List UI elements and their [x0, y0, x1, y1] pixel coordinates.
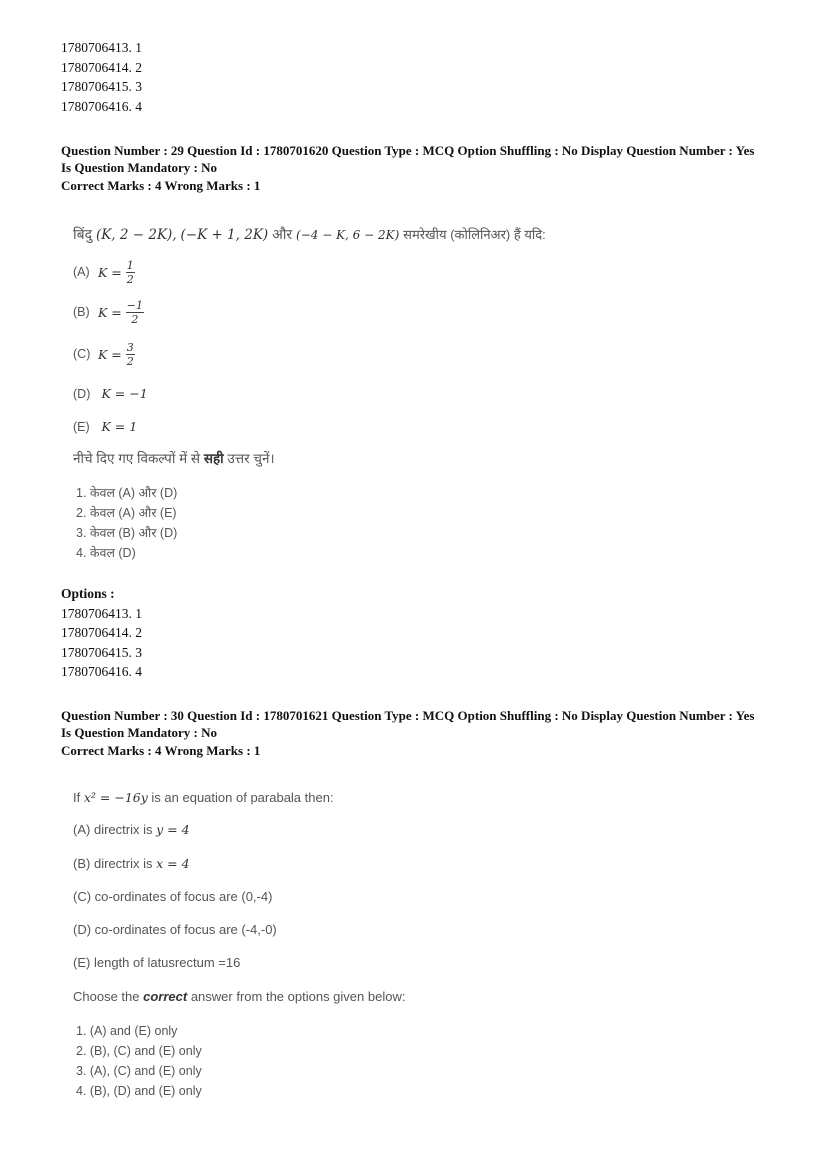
option-id: 1780706413. — [61, 40, 132, 55]
option-id: 1780706416. — [61, 98, 132, 114]
option-text: co-ordinates of focus are (-4,-0) — [94, 922, 277, 937]
option-row — [61, 643, 142, 663]
q29-header — [61, 143, 754, 195]
q30-option-c — [73, 887, 272, 907]
q29-point-1: (K, 2 − 2K), — [95, 227, 177, 243]
q30-marks: Correct Marks : 4 Wrong Marks : 1 — [61, 743, 261, 758]
q29-stem-suffix: समरेखीय (कोलिनिअर) हैं यदि: — [403, 227, 546, 242]
fraction — [126, 259, 135, 286]
option-text: length of latusrectum =16 — [93, 955, 241, 970]
q30-header-line2: Is Question Mandatory : No — [61, 724, 218, 740]
option-label: (B) — [73, 305, 90, 319]
option-lhs: K = — [98, 304, 122, 320]
option-row — [61, 623, 142, 643]
option-label: (C) — [73, 889, 92, 904]
option-label: (D) — [73, 922, 92, 937]
answer-choice: 2. (B), (C) and (E) only — [76, 1044, 202, 1058]
q30-stem-text: is an equation of parabala then: — [151, 790, 334, 805]
option-number: 3 — [135, 644, 142, 660]
answer-choice: 1. (A) and (E) only — [76, 1024, 178, 1038]
answer-choice: 3. (A), (C) and (E) only — [76, 1064, 202, 1078]
option-expression: K = −1 — [101, 386, 148, 401]
option-label: (D) — [73, 387, 91, 401]
option-row — [61, 604, 142, 624]
q30-stem-text: If — [73, 790, 81, 805]
previous-options-list — [61, 38, 142, 116]
option-number: 4 — [135, 664, 142, 679]
q30-instruction — [73, 987, 405, 1007]
q30-choices — [76, 1021, 202, 1101]
q29-option-b — [73, 298, 144, 326]
option-text: directrix is — [93, 822, 153, 837]
q30-equation: x² = −16y — [83, 790, 148, 805]
q30-stem — [73, 788, 334, 808]
option-number: 2 — [135, 59, 142, 75]
option-label: (E) — [73, 955, 91, 970]
q29-body — [73, 222, 546, 560]
option-math: y = 4 — [156, 822, 190, 837]
option-expression: K = 1 — [101, 419, 138, 434]
option-number: 1 — [135, 605, 142, 621]
q29-choices — [76, 483, 177, 563]
instruction-emphasis: सही — [203, 451, 224, 466]
q29-stem — [73, 222, 546, 246]
q30-body — [73, 788, 406, 1098]
option-label: (C) — [73, 347, 91, 361]
instruction-text: Choose the — [73, 989, 140, 1004]
option-id: 1780706413. — [61, 605, 132, 621]
fraction-numerator: 3 — [126, 340, 134, 354]
q30-header — [61, 708, 754, 760]
q29-option-a — [73, 258, 135, 286]
option-row — [61, 38, 142, 58]
option-id: 1780706416. — [61, 664, 132, 679]
q30-option-a — [73, 820, 190, 840]
option-text: directrix is — [93, 856, 153, 871]
option-math: x = 4 — [156, 856, 190, 871]
option-row — [61, 662, 142, 682]
fraction-denominator: 2 — [126, 272, 134, 286]
option-lhs: K = — [98, 346, 122, 362]
q29-header-line1: Question Number : 29 Question Id : 1780701620 Question Type : MCQ Option Shuffling : No Display Question Number : Yes — [61, 143, 755, 158]
option-number: 1 — [135, 40, 142, 55]
option-id: 1780706414. — [61, 59, 132, 75]
answer-choice: 2. केवल (A) और (E) — [76, 506, 177, 520]
option-text: co-ordinates of focus are (0,-4) — [94, 889, 273, 904]
q29-marks: Correct Marks : 4 Wrong Marks : 1 — [61, 178, 261, 193]
q30-option-d — [73, 920, 277, 940]
option-label: (A) — [73, 265, 90, 279]
answer-choice: 4. केवल (D) — [76, 546, 136, 560]
option-row — [61, 58, 142, 78]
option-id: 1780706414. — [61, 625, 132, 640]
option-number: 3 — [135, 79, 142, 94]
q29-point-3: (−4 − K, 6 − 2K) — [296, 228, 400, 242]
q29-instruction — [73, 448, 275, 470]
fraction — [126, 341, 135, 368]
q29-point-2: (−K + 1, 2K) — [180, 227, 269, 243]
option-row — [61, 77, 142, 97]
q30-header-line1: Question Number : 30 Question Id : 1780701621 Question Type : MCQ Option Shuffling : No Display Question Number : Yes — [61, 708, 755, 723]
option-number: 4 — [135, 98, 142, 114]
instruction-text: answer from the options given below: — [190, 989, 406, 1004]
option-row — [61, 97, 142, 117]
q29-option-d — [73, 384, 148, 404]
option-label: (A) — [73, 822, 91, 837]
q29-stem-and: और — [272, 226, 293, 242]
option-label: (B) — [73, 856, 91, 871]
q30-option-b — [73, 854, 190, 874]
answer-choice: 3. केवल (B) और (D) — [76, 526, 178, 540]
fraction-denominator: 2 — [126, 354, 134, 368]
fraction-numerator: 1 — [126, 258, 134, 272]
instruction-text: नीचे दिए गए विकल्पों में से — [73, 451, 201, 466]
q29-option-e — [73, 417, 137, 437]
option-id: 1780706415. — [61, 644, 132, 660]
option-id: 1780706415. — [61, 79, 132, 94]
q29-option-c — [73, 340, 135, 368]
fraction — [126, 299, 144, 326]
instruction-emphasis: correct — [143, 989, 188, 1004]
q29-stem-prefix: बिंदु — [73, 226, 93, 242]
q29-header-line2: Is Question Mandatory : No — [61, 159, 218, 175]
answer-choice: 4. (B), (D) and (E) only — [76, 1084, 202, 1098]
option-lhs: K = — [98, 264, 122, 280]
option-number: 2 — [135, 625, 142, 640]
instruction-text: उत्तर चुनें। — [227, 451, 275, 466]
fraction-numerator: −1 — [126, 298, 144, 312]
q30-option-e — [73, 953, 240, 973]
option-label: (E) — [73, 420, 90, 434]
options-heading: Options : — [61, 586, 115, 601]
answer-choice: 1. केवल (A) और (D) — [76, 486, 178, 500]
fraction-denominator: 2 — [131, 312, 139, 326]
q29-options — [61, 584, 142, 682]
